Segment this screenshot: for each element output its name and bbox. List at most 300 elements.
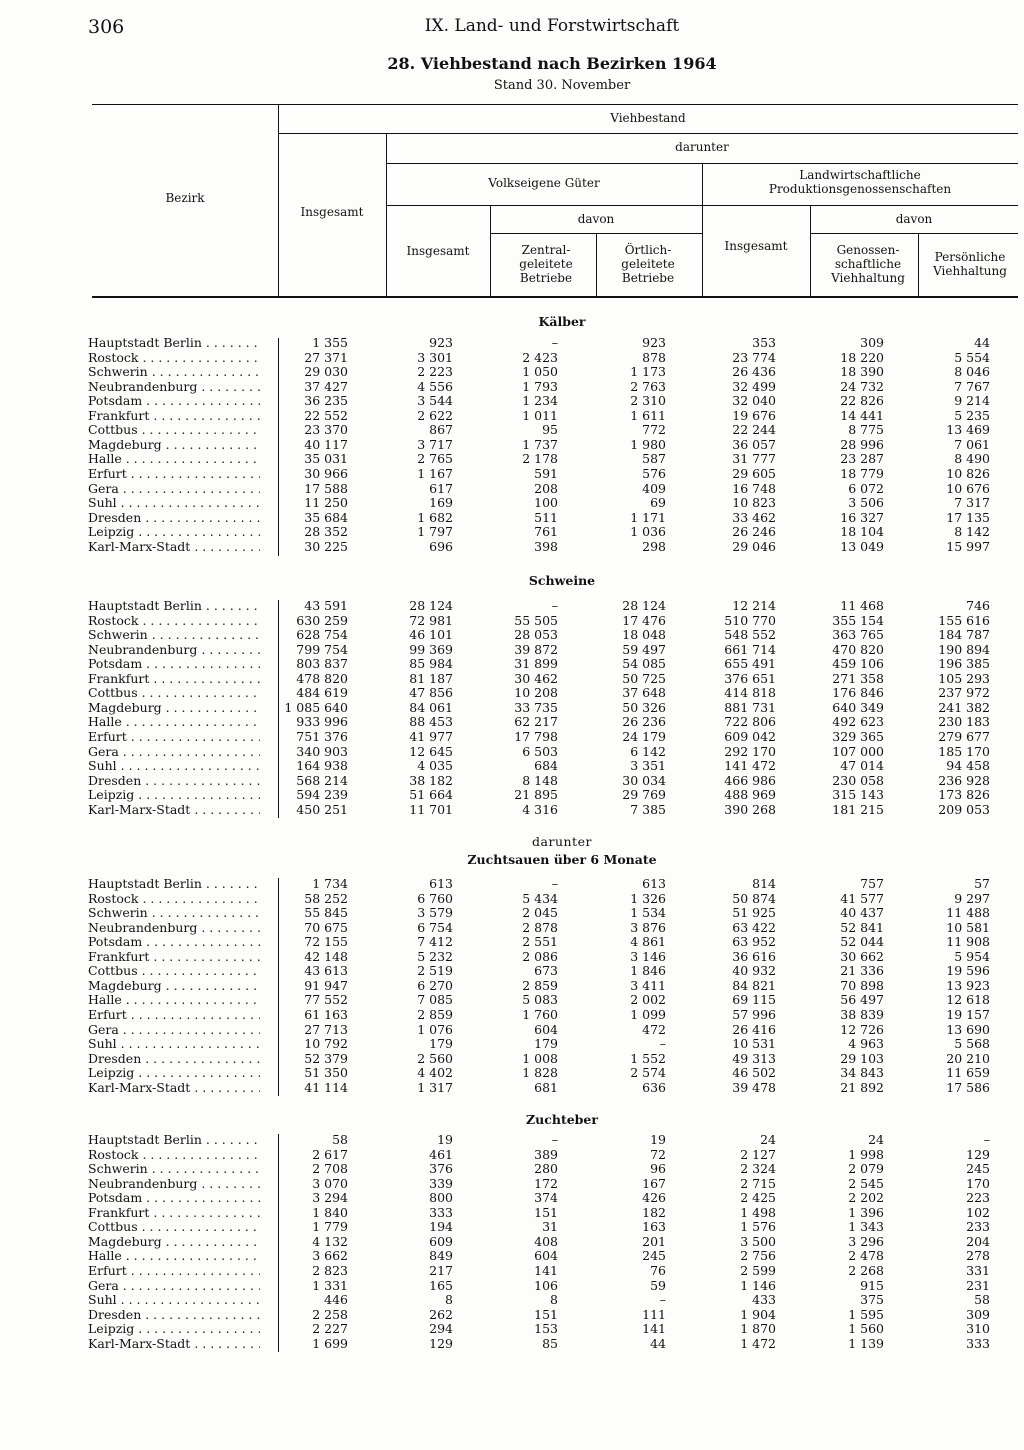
lpg-insgesamt-cell: 26 416 xyxy=(732,1021,776,1037)
genossen-cell: 470 820 xyxy=(832,641,884,657)
zentral-cell: 10 208 xyxy=(514,685,558,701)
genossen-cell: 22 826 xyxy=(840,393,884,409)
genossen-cell: 315 143 xyxy=(832,787,884,803)
header-oertlich: Örtlich-geleitete Betriebe xyxy=(621,243,675,285)
oertlich-cell: 1 611 xyxy=(630,407,666,423)
header-bottom-rule xyxy=(92,296,1018,298)
oertlich-cell: 18 048 xyxy=(622,627,666,643)
header-divider xyxy=(278,133,1018,134)
zentral-cell: 374 xyxy=(534,1190,558,1206)
zentral-cell: 1 760 xyxy=(522,1006,558,1022)
bezirk-cell: Schwerin . . . xyxy=(88,365,260,380)
lpg-insgesamt-cell: 655 491 xyxy=(724,656,776,672)
persoenlich-cell: 17 135 xyxy=(946,509,990,525)
veg-insgesamt-cell: 800 xyxy=(429,1190,453,1206)
genossen-cell: 24 xyxy=(868,1132,884,1147)
insgesamt-cell: 30 225 xyxy=(304,538,348,554)
zentral-cell: 153 xyxy=(534,1321,558,1337)
zentral-cell: 30 462 xyxy=(514,670,558,686)
header-lpg-insgesamt: Insgesamt xyxy=(724,239,788,253)
oertlich-cell: 298 xyxy=(642,538,666,554)
lpg-insgesamt-cell: 36 616 xyxy=(732,948,776,964)
genossen-cell: 34 843 xyxy=(840,1065,884,1081)
bezirk-cell: Suhl . . . xyxy=(88,1293,260,1308)
bezirk-cell: Erfurt . . . xyxy=(88,730,260,745)
oertlich-cell: 2 763 xyxy=(630,378,666,394)
genossen-cell: 12 726 xyxy=(840,1021,884,1037)
persoenlich-cell: 231 xyxy=(966,1277,990,1293)
persoenlich-cell: 237 972 xyxy=(938,685,990,701)
lpg-insgesamt-cell: 1 472 xyxy=(740,1335,776,1351)
header-veg: Volkseigene Güter xyxy=(488,176,600,190)
genossen-cell: 18 779 xyxy=(840,465,884,481)
bezirk-cell: Dresden . . . xyxy=(88,1052,260,1067)
header-divider xyxy=(386,205,1018,206)
zentral-cell: 141 xyxy=(534,1262,558,1278)
lpg-insgesamt-cell: 29 605 xyxy=(732,465,776,481)
oertlich-cell: 17 476 xyxy=(622,612,666,628)
oertlich-cell: 2 574 xyxy=(630,1065,666,1081)
lpg-insgesamt-cell: 2 756 xyxy=(740,1248,776,1264)
persoenlich-cell: 245 xyxy=(966,1161,990,1177)
zentral-cell: 511 xyxy=(534,509,558,525)
lpg-insgesamt-cell: 510 770 xyxy=(724,612,776,628)
genossen-cell: 38 839 xyxy=(840,1006,884,1022)
insgesamt-cell: 61 163 xyxy=(304,1006,348,1022)
zentral-cell: – xyxy=(551,876,558,891)
bezirk-cell: Leipzig . . . xyxy=(88,1066,260,1081)
lpg-insgesamt-cell: 2 324 xyxy=(740,1161,776,1177)
insgesamt-cell: 933 996 xyxy=(296,714,348,730)
veg-insgesamt-cell: 47 856 xyxy=(409,685,453,701)
veg-insgesamt-cell: 2 859 xyxy=(417,1006,453,1022)
veg-insgesamt-cell: 217 xyxy=(429,1262,453,1278)
insgesamt-cell: 36 235 xyxy=(304,393,348,409)
veg-insgesamt-cell: 165 xyxy=(429,1277,453,1293)
veg-insgesamt-cell: 617 xyxy=(429,480,453,496)
zentral-cell: 2 423 xyxy=(522,349,558,365)
insgesamt-cell: 1 734 xyxy=(312,876,348,891)
persoenlich-cell: 7 061 xyxy=(954,436,990,452)
zentral-cell: 151 xyxy=(534,1204,558,1220)
veg-insgesamt-cell: 194 xyxy=(429,1219,453,1235)
zentral-cell: 389 xyxy=(534,1146,558,1162)
bezirk-cell: Cottbus . . . xyxy=(88,1220,260,1235)
genossen-cell: 3 296 xyxy=(848,1233,884,1249)
oertlich-cell: 409 xyxy=(642,480,666,496)
zentral-cell: 39 872 xyxy=(514,641,558,657)
genossen-cell: 459 106 xyxy=(832,656,884,672)
zentral-cell: 21 895 xyxy=(514,787,558,803)
veg-insgesamt-cell: 46 101 xyxy=(409,627,453,643)
oertlich-cell: 26 236 xyxy=(622,714,666,730)
insgesamt-cell: 3 070 xyxy=(312,1175,348,1191)
veg-insgesamt-cell: 3 544 xyxy=(417,393,453,409)
lpg-insgesamt-cell: 49 313 xyxy=(732,1050,776,1066)
oertlich-cell: 54 085 xyxy=(622,656,666,672)
veg-insgesamt-cell: 609 xyxy=(429,1233,453,1249)
genossen-cell: 18 104 xyxy=(840,524,884,540)
veg-insgesamt-cell: 3 579 xyxy=(417,905,453,921)
genossen-cell: 28 996 xyxy=(840,436,884,452)
oertlich-cell: 1 099 xyxy=(630,1006,666,1022)
persoenlich-cell: 58 xyxy=(974,1292,990,1308)
persoenlich-cell: 12 618 xyxy=(946,992,990,1008)
insgesamt-cell: 2 258 xyxy=(312,1306,348,1322)
bezirk-cell: Schwerin . . . xyxy=(88,1162,260,1177)
oertlich-cell: 878 xyxy=(642,349,666,365)
lpg-insgesamt-cell: 1 146 xyxy=(740,1277,776,1293)
veg-insgesamt-cell: 72 981 xyxy=(409,612,453,628)
veg-insgesamt-cell: 3 301 xyxy=(417,349,453,365)
header-insgesamt-total: Insgesamt xyxy=(300,205,364,219)
bezirk-cell: Gera . . . xyxy=(88,482,260,497)
genossen-cell: 29 103 xyxy=(840,1050,884,1066)
lpg-insgesamt-cell: 1 904 xyxy=(740,1306,776,1322)
insgesamt-cell: 58 xyxy=(332,1132,348,1147)
insgesamt-cell: 2 708 xyxy=(312,1161,348,1177)
bezirk-cell: Magdeburg . . . xyxy=(88,701,260,716)
header-bezirk: Bezirk xyxy=(165,191,205,205)
section-title: Zuchteber xyxy=(526,1112,598,1127)
bezirk-cell: Gera . . . xyxy=(88,745,260,760)
oertlich-cell: 59 xyxy=(650,1277,666,1293)
lpg-insgesamt-cell: 10 531 xyxy=(732,1036,776,1052)
table-title: 28. Viehbestand nach Bezirken 1964 xyxy=(387,54,717,73)
genossen-cell: 181 215 xyxy=(832,801,884,817)
zentral-cell: 2 086 xyxy=(522,948,558,964)
bezirk-cell: Neubrandenburg . . . xyxy=(88,643,260,658)
genossen-cell: 230 058 xyxy=(832,772,884,788)
veg-insgesamt-cell: 339 xyxy=(429,1175,453,1191)
bezirk-cell: Erfurt . . . xyxy=(88,467,260,482)
lpg-insgesamt-cell: 2 599 xyxy=(740,1262,776,1278)
veg-insgesamt-cell: 28 124 xyxy=(409,598,453,613)
bezirk-cell: Neubrandenburg . . . xyxy=(88,921,260,936)
genossen-cell: 363 765 xyxy=(832,627,884,643)
lpg-insgesamt-cell: 26 246 xyxy=(732,524,776,540)
genossen-cell: 2 478 xyxy=(848,1248,884,1264)
bezirk-cell: Karl-Marx-Stadt . . . xyxy=(88,1337,260,1352)
insgesamt-cell: 77 552 xyxy=(304,992,348,1008)
bezirk-cell: Dresden . . . xyxy=(88,1308,260,1323)
genossen-cell: 8 775 xyxy=(848,422,884,438)
persoenlich-cell: 13 923 xyxy=(946,977,990,993)
veg-insgesamt-cell: 38 182 xyxy=(409,772,453,788)
persoenlich-cell: 223 xyxy=(966,1190,990,1206)
veg-insgesamt-cell: 51 664 xyxy=(409,787,453,803)
genossen-cell: 52 044 xyxy=(840,934,884,950)
lpg-insgesamt-cell: 1 870 xyxy=(740,1321,776,1337)
persoenlich-cell: 278 xyxy=(966,1248,990,1264)
persoenlich-cell: 105 293 xyxy=(938,670,990,686)
insgesamt-cell: 164 938 xyxy=(296,758,348,774)
insgesamt-cell: 484 619 xyxy=(296,685,348,701)
persoenlich-cell: 20 210 xyxy=(946,1050,990,1066)
lpg-insgesamt-cell: 2 127 xyxy=(740,1146,776,1162)
persoenlich-cell: 5 568 xyxy=(954,1036,990,1052)
veg-insgesamt-cell: 4 035 xyxy=(417,758,453,774)
veg-insgesamt-cell: 1 682 xyxy=(417,509,453,525)
veg-insgesamt-cell: 4 402 xyxy=(417,1065,453,1081)
oertlich-cell: 772 xyxy=(642,422,666,438)
persoenlich-cell: – xyxy=(983,1132,990,1147)
veg-insgesamt-cell: 5 232 xyxy=(417,948,453,964)
insgesamt-cell: 799 754 xyxy=(296,641,348,657)
insgesamt-cell: 478 820 xyxy=(296,670,348,686)
lpg-insgesamt-cell: 390 268 xyxy=(724,801,776,817)
oertlich-cell: 1 846 xyxy=(630,963,666,979)
zentral-cell: 100 xyxy=(534,495,558,511)
genossen-cell: 1 595 xyxy=(848,1306,884,1322)
section-title: Schweine xyxy=(528,573,596,588)
bezirk-cell: Frankfurt . . . xyxy=(88,1206,260,1221)
persoenlich-cell: 309 xyxy=(966,1306,990,1322)
oertlich-cell: 4 861 xyxy=(630,934,666,950)
veg-insgesamt-cell: 19 xyxy=(437,1132,453,1147)
veg-insgesamt-cell: 99 369 xyxy=(409,641,453,657)
veg-insgesamt-cell: 7 085 xyxy=(417,992,453,1008)
veg-insgesamt-cell: 88 453 xyxy=(409,714,453,730)
veg-insgesamt-cell: 923 xyxy=(429,335,453,350)
genossen-cell: 40 437 xyxy=(840,905,884,921)
oertlich-cell: 96 xyxy=(650,1161,666,1177)
zentral-cell: 85 xyxy=(542,1335,558,1351)
oertlich-cell: 69 xyxy=(650,495,666,511)
persoenlich-cell: 233 xyxy=(966,1219,990,1235)
persoenlich-cell: 184 787 xyxy=(938,627,990,643)
zentral-cell: 5 434 xyxy=(522,890,558,906)
header-zentral: Zentral-geleitete Betriebe xyxy=(519,243,573,285)
lpg-insgesamt-cell: 433 xyxy=(752,1292,776,1308)
zentral-cell: – xyxy=(551,335,558,350)
genossen-cell: 47 014 xyxy=(840,758,884,774)
persoenlich-cell: 9 214 xyxy=(954,393,990,409)
lpg-insgesamt-cell: 2 715 xyxy=(740,1175,776,1191)
section-title: Kälber xyxy=(538,314,586,329)
zentral-cell: 151 xyxy=(534,1306,558,1322)
veg-insgesamt-cell: 1 167 xyxy=(417,465,453,481)
lpg-insgesamt-cell: 57 996 xyxy=(732,1006,776,1022)
persoenlich-cell: 17 586 xyxy=(946,1079,990,1095)
genossen-cell: 1 139 xyxy=(848,1335,884,1351)
lpg-insgesamt-cell: 376 651 xyxy=(724,670,776,686)
genossen-cell: 640 349 xyxy=(832,699,884,715)
bezirk-cell: Leipzig . . . xyxy=(88,788,260,803)
lpg-insgesamt-cell: 353 xyxy=(752,335,776,350)
insgesamt-cell: 803 837 xyxy=(296,656,348,672)
veg-insgesamt-cell: 262 xyxy=(429,1306,453,1322)
header-lpg-davon: davon xyxy=(895,212,933,226)
genossen-cell: 1 998 xyxy=(848,1146,884,1162)
bezirk-cell: Rostock . . . xyxy=(88,1148,260,1163)
veg-insgesamt-cell: 11 701 xyxy=(409,801,453,817)
persoenlich-cell: 5 554 xyxy=(954,349,990,365)
zentral-cell: 5 083 xyxy=(522,992,558,1008)
lpg-insgesamt-cell: 10 823 xyxy=(732,495,776,511)
veg-insgesamt-cell: 294 xyxy=(429,1321,453,1337)
genossen-cell: 4 963 xyxy=(848,1036,884,1052)
bezirk-cell: Schwerin . . . xyxy=(88,906,260,921)
zentral-cell: 2 878 xyxy=(522,919,558,935)
persoenlich-cell: 746 xyxy=(966,598,990,613)
veg-insgesamt-cell: 613 xyxy=(429,876,453,891)
insgesamt-cell: 22 552 xyxy=(304,407,348,423)
insgesamt-cell: 43 613 xyxy=(304,963,348,979)
lpg-insgesamt-cell: 29 046 xyxy=(732,538,776,554)
oertlich-cell: 576 xyxy=(642,465,666,481)
bezirk-cell: Cottbus . . . xyxy=(88,964,260,979)
lpg-insgesamt-cell: 63 952 xyxy=(732,934,776,950)
persoenlich-cell: 13 469 xyxy=(946,422,990,438)
persoenlich-cell: 8 490 xyxy=(954,451,990,467)
oertlich-cell: 636 xyxy=(642,1079,666,1095)
veg-insgesamt-cell: 179 xyxy=(429,1036,453,1052)
insgesamt-cell: 450 251 xyxy=(296,801,348,817)
lpg-insgesamt-cell: 1 498 xyxy=(740,1204,776,1220)
persoenlich-cell: 236 928 xyxy=(938,772,990,788)
persoenlich-cell: 8 046 xyxy=(954,364,990,380)
persoenlich-cell: 102 xyxy=(966,1204,990,1220)
veg-insgesamt-cell: 1 076 xyxy=(417,1021,453,1037)
genossen-cell: 14 441 xyxy=(840,407,884,423)
insgesamt-cell: 27 713 xyxy=(304,1021,348,1037)
oertlich-cell: 1 173 xyxy=(630,364,666,380)
zentral-cell: 408 xyxy=(534,1233,558,1249)
lpg-insgesamt-cell: 33 462 xyxy=(732,509,776,525)
insgesamt-cell: 3 294 xyxy=(312,1190,348,1206)
persoenlich-cell: 10 826 xyxy=(946,465,990,481)
lpg-insgesamt-cell: 31 777 xyxy=(732,451,776,467)
veg-insgesamt-cell: 7 412 xyxy=(417,934,453,950)
insgesamt-cell: 70 675 xyxy=(304,919,348,935)
bezirk-cell: Suhl . . . xyxy=(88,1037,260,1052)
genossen-cell: 492 623 xyxy=(832,714,884,730)
veg-insgesamt-cell: 849 xyxy=(429,1248,453,1264)
insgesamt-cell: 446 xyxy=(324,1292,348,1308)
bezirk-cell: Karl-Marx-Stadt . . . xyxy=(88,540,260,555)
lpg-insgesamt-cell: 1 576 xyxy=(740,1219,776,1235)
zentral-cell: 604 xyxy=(534,1021,558,1037)
lpg-insgesamt-cell: 3 500 xyxy=(740,1233,776,1249)
insgesamt-cell: 91 947 xyxy=(304,977,348,993)
insgesamt-cell: 51 350 xyxy=(304,1065,348,1081)
persoenlich-cell: 7 767 xyxy=(954,378,990,394)
lpg-insgesamt-cell: 69 115 xyxy=(732,992,776,1008)
persoenlich-cell: 8 142 xyxy=(954,524,990,540)
persoenlich-cell: 11 488 xyxy=(946,905,990,921)
insgesamt-cell: 751 376 xyxy=(296,728,348,744)
oertlich-cell: 24 179 xyxy=(622,728,666,744)
bezirk-cell: Gera . . . xyxy=(88,1023,260,1038)
lpg-insgesamt-cell: 23 774 xyxy=(732,349,776,365)
zentral-cell: 591 xyxy=(534,465,558,481)
bezirk-cell: Halle . . . xyxy=(88,452,260,467)
zentral-cell: 55 505 xyxy=(514,612,558,628)
running-head: IX. Land- und Forstwirtschaft xyxy=(424,16,680,36)
oertlich-cell: 6 142 xyxy=(630,743,666,759)
bezirk-cell: Dresden . . . xyxy=(88,511,260,526)
insgesamt-cell: 11 250 xyxy=(304,495,348,511)
insgesamt-cell: 1 331 xyxy=(312,1277,348,1293)
persoenlich-cell: 11 659 xyxy=(946,1065,990,1081)
persoenlich-cell: 209 053 xyxy=(938,801,990,817)
oertlich-cell: 44 xyxy=(650,1335,666,1351)
zentral-cell: 8 xyxy=(550,1292,558,1308)
lpg-insgesamt-cell: 32 499 xyxy=(732,378,776,394)
oertlich-cell: 1 036 xyxy=(630,524,666,540)
bezirk-cell: Gera . . . xyxy=(88,1279,260,1294)
header-divider xyxy=(810,233,1018,234)
oertlich-cell: 163 xyxy=(642,1219,666,1235)
persoenlich-cell: 155 616 xyxy=(938,612,990,628)
zentral-cell: 761 xyxy=(534,524,558,540)
insgesamt-cell: 1 355 xyxy=(312,335,348,350)
genossen-cell: 1 396 xyxy=(848,1204,884,1220)
oertlich-cell: 3 351 xyxy=(630,758,666,774)
veg-insgesamt-cell: 3 717 xyxy=(417,436,453,452)
insgesamt-cell: 1 840 xyxy=(312,1204,348,1220)
genossen-cell: 18 390 xyxy=(840,364,884,380)
lpg-insgesamt-cell: 22 244 xyxy=(732,422,776,438)
bezirk-cell: Karl-Marx-Stadt . . . xyxy=(88,1081,260,1096)
veg-insgesamt-cell: 6 270 xyxy=(417,977,453,993)
oertlich-cell: 587 xyxy=(642,451,666,467)
persoenlich-cell: 331 xyxy=(966,1262,990,1278)
zentral-cell: 2 551 xyxy=(522,934,558,950)
bezirk-cell: Cottbus . . . xyxy=(88,423,260,438)
oertlich-cell: 3 876 xyxy=(630,919,666,935)
lpg-insgesamt-cell: 881 731 xyxy=(724,699,776,715)
zentral-cell: 1 737 xyxy=(522,436,558,452)
bezirk-cell: Potsdam . . . xyxy=(88,935,260,950)
veg-insgesamt-cell: 84 061 xyxy=(409,699,453,715)
insgesamt-cell: 41 114 xyxy=(304,1079,348,1095)
header-divider xyxy=(702,163,703,296)
persoenlich-cell: 5 954 xyxy=(954,948,990,964)
header-divider xyxy=(596,233,597,296)
bezirk-cell: Schwerin . . . xyxy=(88,628,260,643)
header-top-rule xyxy=(92,104,1018,105)
zentral-cell: 684 xyxy=(534,758,558,774)
persoenlich-cell: 11 908 xyxy=(946,934,990,950)
veg-insgesamt-cell: 129 xyxy=(429,1335,453,1351)
oertlich-cell: 1 171 xyxy=(630,509,666,525)
persoenlich-cell: 185 170 xyxy=(938,743,990,759)
insgesamt-cell: 340 903 xyxy=(296,743,348,759)
header-persoenlich: Persönliche Viehhaltung xyxy=(933,250,1007,278)
genossen-cell: 1 343 xyxy=(848,1219,884,1235)
lpg-insgesamt-cell: 2 425 xyxy=(740,1190,776,1206)
bezirk-cell: Frankfurt . . . xyxy=(88,950,260,965)
bezirk-cell: Magdeburg . . . xyxy=(88,1235,260,1250)
zentral-cell: 2 045 xyxy=(522,905,558,921)
zentral-cell: 1 011 xyxy=(522,407,558,423)
bezirk-cell: Potsdam . . . xyxy=(88,394,260,409)
veg-insgesamt-cell: 2 622 xyxy=(417,407,453,423)
insgesamt-cell: 52 379 xyxy=(304,1050,348,1066)
bezirk-cell: Hauptstadt Berlin . . . xyxy=(88,877,260,892)
insgesamt-cell: 17 588 xyxy=(304,480,348,496)
bezirk-cell: Magdeburg . . . xyxy=(88,979,260,994)
oertlich-cell: 1 326 xyxy=(630,890,666,906)
lpg-insgesamt-cell: 40 932 xyxy=(732,963,776,979)
genossen-cell: 23 287 xyxy=(840,451,884,467)
oertlich-cell: 245 xyxy=(642,1248,666,1264)
zentral-cell: 1 234 xyxy=(522,393,558,409)
persoenlich-cell: 190 894 xyxy=(938,641,990,657)
zentral-cell: 2 859 xyxy=(522,977,558,993)
